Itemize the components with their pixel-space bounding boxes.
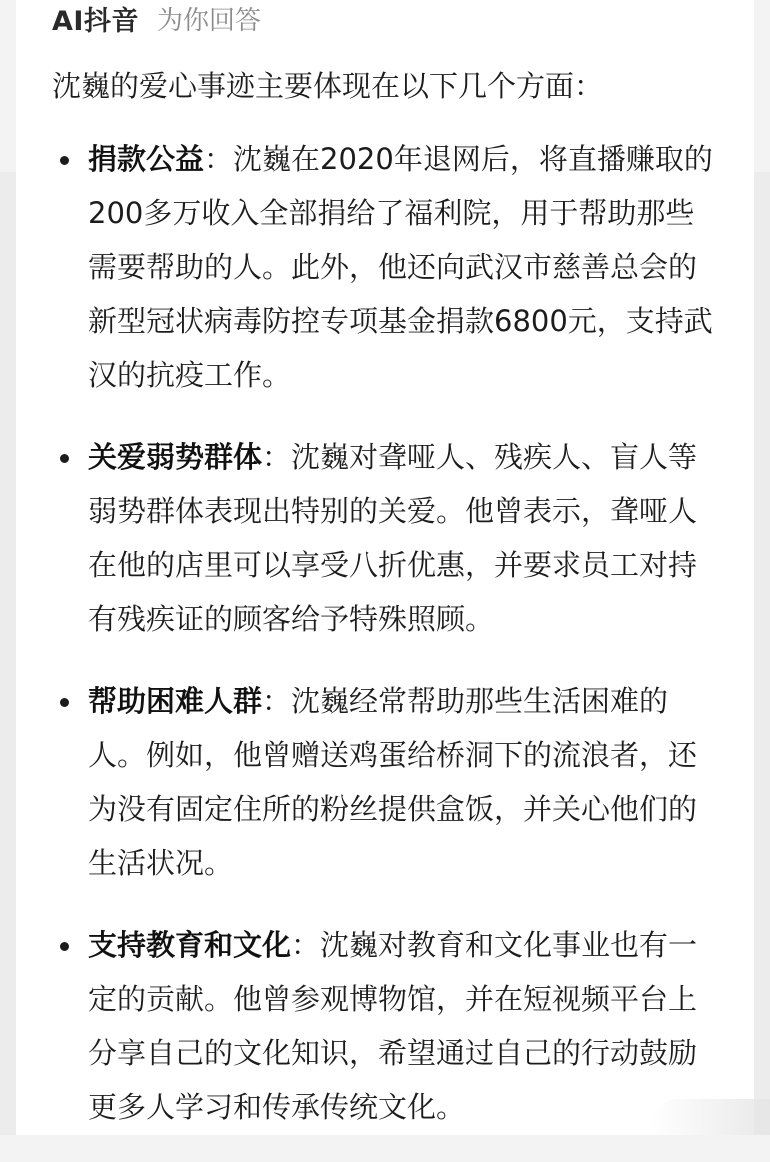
left-gutter <box>0 172 16 1135</box>
list-item-colon: ： <box>262 440 292 474</box>
list-item-title: 支持教育和文化 <box>88 928 292 962</box>
answer-header <box>52 0 261 36</box>
list-item <box>52 918 717 1134</box>
list-item-title: 关爱弱势群体 <box>88 440 263 474</box>
list-item-colon: ： <box>204 142 234 176</box>
list-item-text <box>88 674 717 890</box>
bullet-icon <box>60 156 69 165</box>
list-item-title: 帮助困难人群 <box>88 684 263 718</box>
bullet-icon <box>60 942 69 951</box>
list-item-body: 沈巍对教育和文化事业也有一定的贡献。他曾参观博物馆，并在短视频平台上分享自己的文化知识，希望通过自己的行动鼓励更多人学习和传承传统文化。 <box>88 928 698 1124</box>
list-item-colon: ： <box>291 928 321 962</box>
list-item-body: 沈巍对聋哑人、残疾人、盲人等弱势群体表现出特别的关爱。他曾表示，聋哑人在他的店里可以享受八折优惠，并要求员工对持有残疾证的顾客给予特殊照顾。 <box>88 440 698 636</box>
list-item-text <box>88 132 717 402</box>
list-item-body: 沈巍经常帮助那些生活困难的人。例如，他曾赠送鸡蛋给桥洞下的流浪者，还为没有固定住所的粉丝提供盒饭，并关心他们的生活状况。 <box>88 684 698 880</box>
list-item-title: 捐款公益 <box>88 142 205 176</box>
brand-label: AI抖音 <box>52 5 139 37</box>
list-item-body: 沈巍在2020年退网后，将直播赚取的200多万收入全部捐给了福利院，用于帮助那些需要帮助的人。此外，他还向武汉市慈善总会的新型冠状病毒防控专项基金捐款6800元，支持武汉的抗疫工作。 <box>88 142 713 392</box>
floating-action-edge <box>650 1099 770 1135</box>
header-subtitle: 为你回答 <box>156 5 261 36</box>
answer-list <box>52 132 717 1162</box>
right-gutter <box>754 172 770 1135</box>
list-item <box>52 132 717 402</box>
bullet-icon <box>60 698 69 707</box>
list-item <box>52 674 717 890</box>
bullet-icon <box>60 454 69 463</box>
answer-intro: 沈巍的爱心事迹主要体现在以下几个方面： <box>52 69 604 103</box>
list-item <box>52 430 717 646</box>
list-item-text <box>88 918 717 1134</box>
list-item-text <box>88 430 717 646</box>
list-item-colon: ： <box>262 684 292 718</box>
